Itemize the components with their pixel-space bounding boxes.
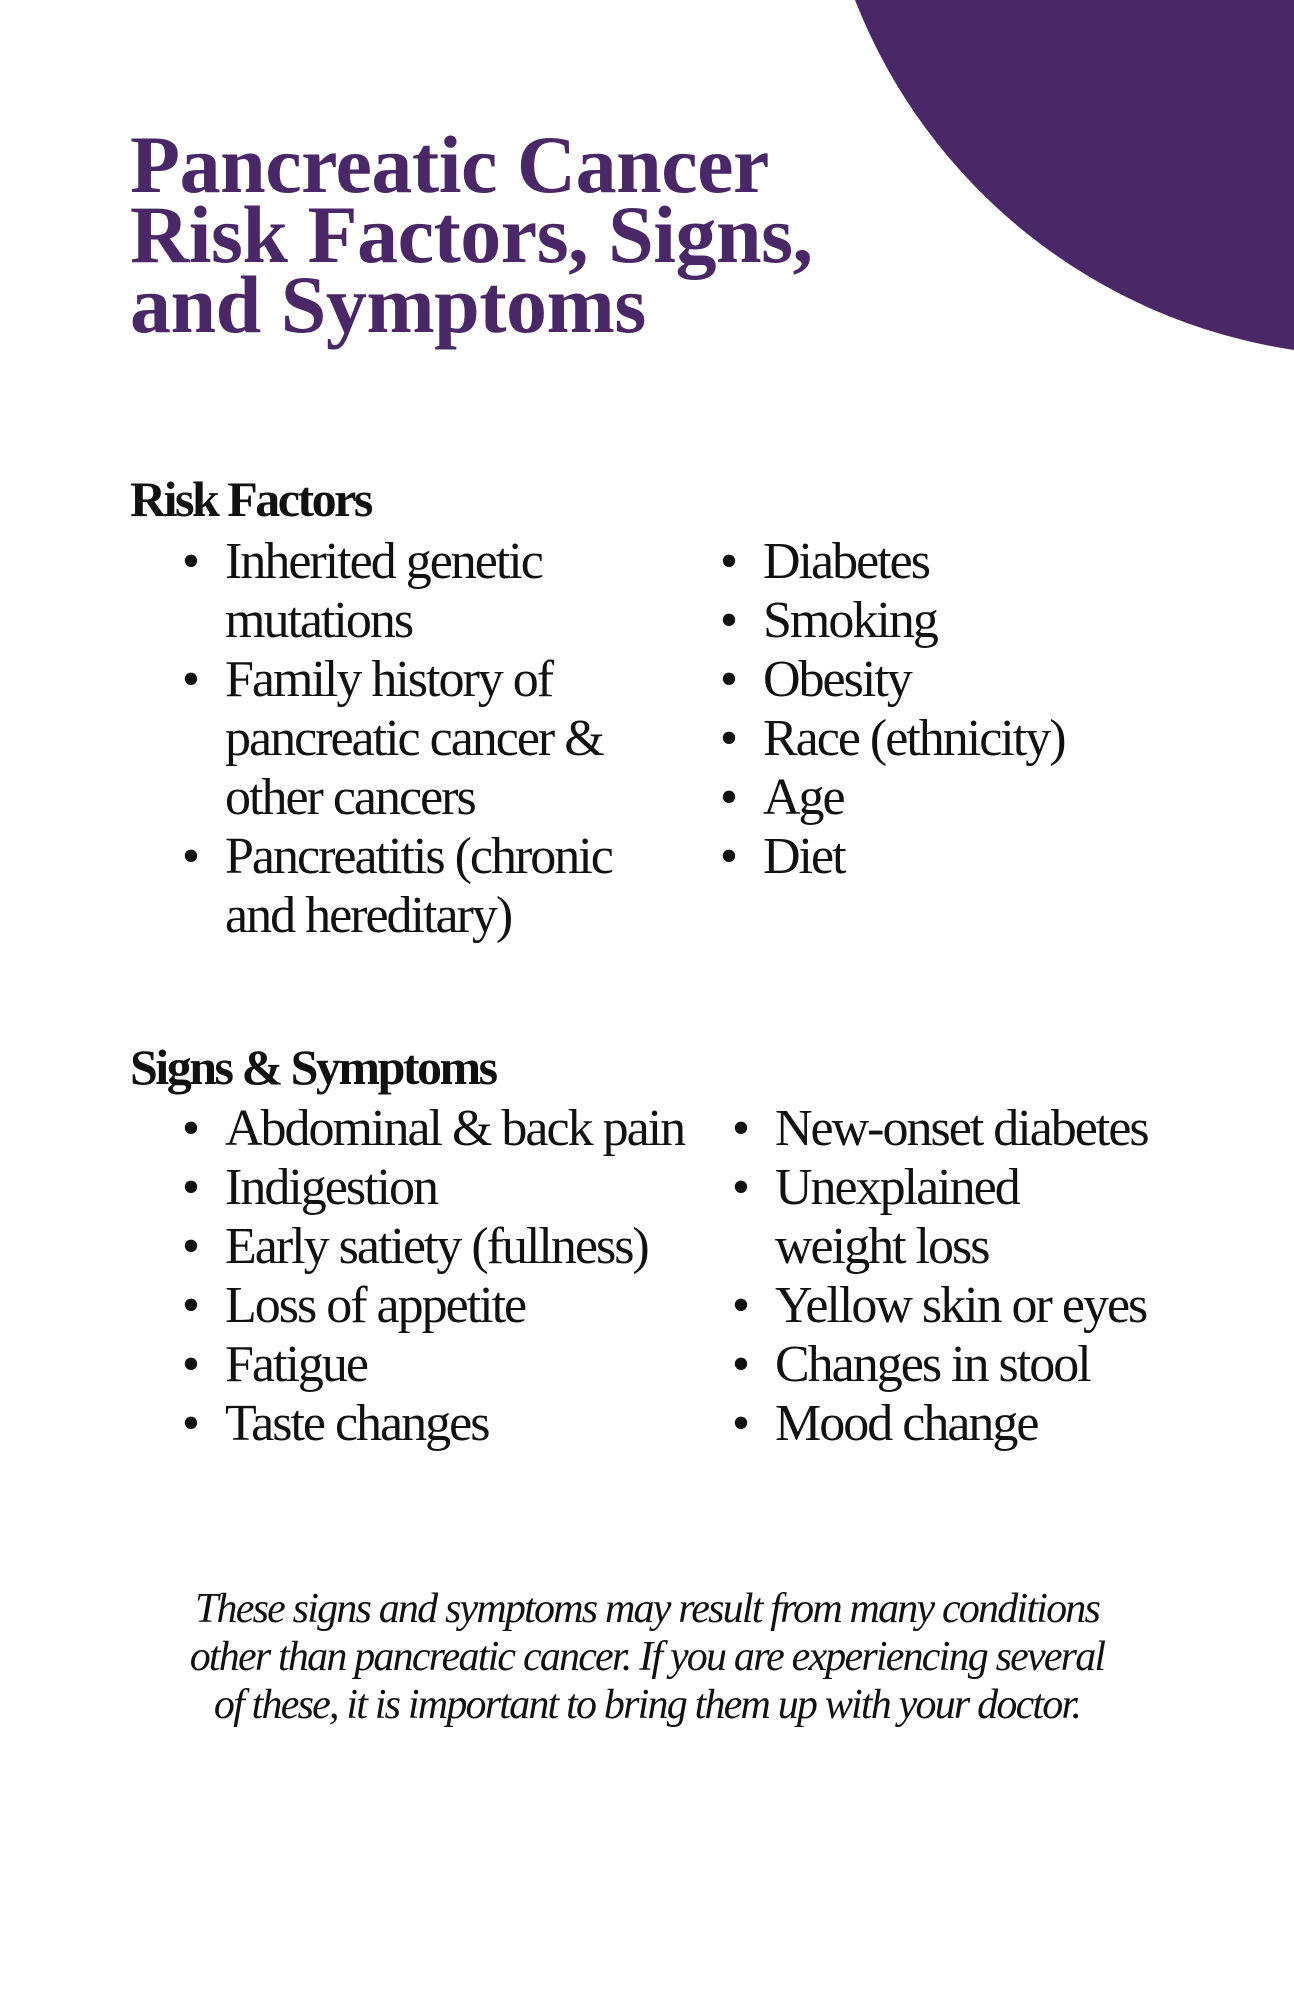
title-line-1: Pancreatic Cancer xyxy=(130,119,769,210)
list-item xyxy=(180,650,612,827)
list-item xyxy=(718,709,1065,768)
risk-factors-list-left xyxy=(180,532,612,945)
list-item-line: mutations xyxy=(225,592,413,649)
list-item-line: Early satiety (fullness) xyxy=(225,1218,648,1275)
bullet-icon: • xyxy=(719,710,737,767)
bullet-icon: • xyxy=(181,1336,199,1393)
bullet-icon: • xyxy=(181,828,199,885)
bullet-icon: • xyxy=(181,533,199,590)
bullet-icon: • xyxy=(719,828,737,885)
list-item-line: weight loss xyxy=(775,1218,989,1275)
list-item xyxy=(718,532,1065,591)
purple-quarter-circle xyxy=(855,0,1294,350)
list-item-line: Age xyxy=(763,769,844,826)
bullet-icon: • xyxy=(181,1100,199,1157)
list-item xyxy=(718,591,1065,650)
disclaimer-text xyxy=(110,1585,1184,1729)
bullet-icon: • xyxy=(181,1159,199,1216)
list-item-line: Race (ethnicity) xyxy=(763,710,1065,767)
list-item-line: Mood change xyxy=(775,1395,1038,1452)
bullet-icon: • xyxy=(181,1218,199,1275)
list-item xyxy=(718,827,1065,886)
list-item xyxy=(718,768,1065,827)
bullet-icon: • xyxy=(719,592,737,649)
bullet-icon: • xyxy=(181,1277,199,1334)
list-item-line: Yellow skin or eyes xyxy=(775,1277,1147,1334)
risk-factors-list-right xyxy=(718,532,1065,886)
list-item-line: Changes in stool xyxy=(775,1336,1090,1393)
disclaimer-line-3: of these, it is important to bring them up with your doctor. xyxy=(213,1682,1081,1728)
list-item xyxy=(180,1099,684,1158)
title-line-3: and Symptoms xyxy=(130,259,646,350)
bullet-icon: • xyxy=(719,651,737,708)
list-item xyxy=(180,1276,684,1335)
bullet-icon: • xyxy=(731,1277,749,1334)
list-item-line: Diabetes xyxy=(763,533,929,590)
list-item-line: Taste changes xyxy=(225,1395,489,1452)
list-item-line: pancreatic cancer & xyxy=(225,710,603,767)
bullet-icon: • xyxy=(731,1159,749,1216)
list-item-line: New-onset diabetes xyxy=(775,1100,1148,1157)
risk-factors-heading: Risk Factors xyxy=(130,471,371,527)
list-item xyxy=(730,1335,1148,1394)
disclaimer-line-1: These signs and symptoms may result from many conditions xyxy=(194,1586,1100,1632)
list-item-line: and hereditary) xyxy=(225,887,512,944)
list-item-line: Pancreatitis (chronic xyxy=(225,828,612,885)
list-item xyxy=(730,1158,1148,1276)
list-item xyxy=(180,1394,684,1453)
bullet-icon: • xyxy=(719,533,737,590)
title-line-2: Risk Factors, Signs, xyxy=(130,189,813,280)
list-item xyxy=(730,1276,1148,1335)
bullet-icon: • xyxy=(719,769,737,826)
list-item xyxy=(180,532,612,650)
list-item xyxy=(180,1158,684,1217)
page-title xyxy=(130,119,813,350)
bullet-icon: • xyxy=(181,651,199,708)
list-item-line: Smoking xyxy=(763,592,937,649)
disclaimer-line-2: other than pancreatic cancer. If you are experiencing several xyxy=(189,1634,1105,1680)
signs-symptoms-heading: Signs & Symptoms xyxy=(130,1039,496,1095)
bullet-icon: • xyxy=(731,1336,749,1393)
list-item-line: Diet xyxy=(763,828,845,885)
bullet-icon: • xyxy=(731,1395,749,1452)
list-item-line: Family history of xyxy=(225,651,553,708)
list-item xyxy=(180,1335,684,1394)
list-item-line: Fatigue xyxy=(225,1336,367,1393)
list-item-line: Obesity xyxy=(763,651,911,708)
list-item xyxy=(718,650,1065,709)
list-item-line: Abdominal & back pain xyxy=(225,1100,685,1157)
list-item xyxy=(180,827,612,945)
list-item xyxy=(730,1394,1148,1453)
list-item xyxy=(730,1099,1148,1158)
list-item-line: Inherited genetic xyxy=(225,533,542,590)
signs-symptoms-list-left xyxy=(180,1099,684,1453)
bullet-icon: • xyxy=(181,1395,199,1452)
list-item-line: Unexplained xyxy=(775,1159,1019,1216)
bullet-icon: • xyxy=(731,1100,749,1157)
list-item-line: Indigestion xyxy=(225,1159,437,1216)
signs-symptoms-list-right xyxy=(730,1099,1148,1453)
list-item-line: other cancers xyxy=(225,769,475,826)
list-item xyxy=(180,1217,684,1276)
list-item-line: Loss of appetite xyxy=(225,1277,526,1334)
